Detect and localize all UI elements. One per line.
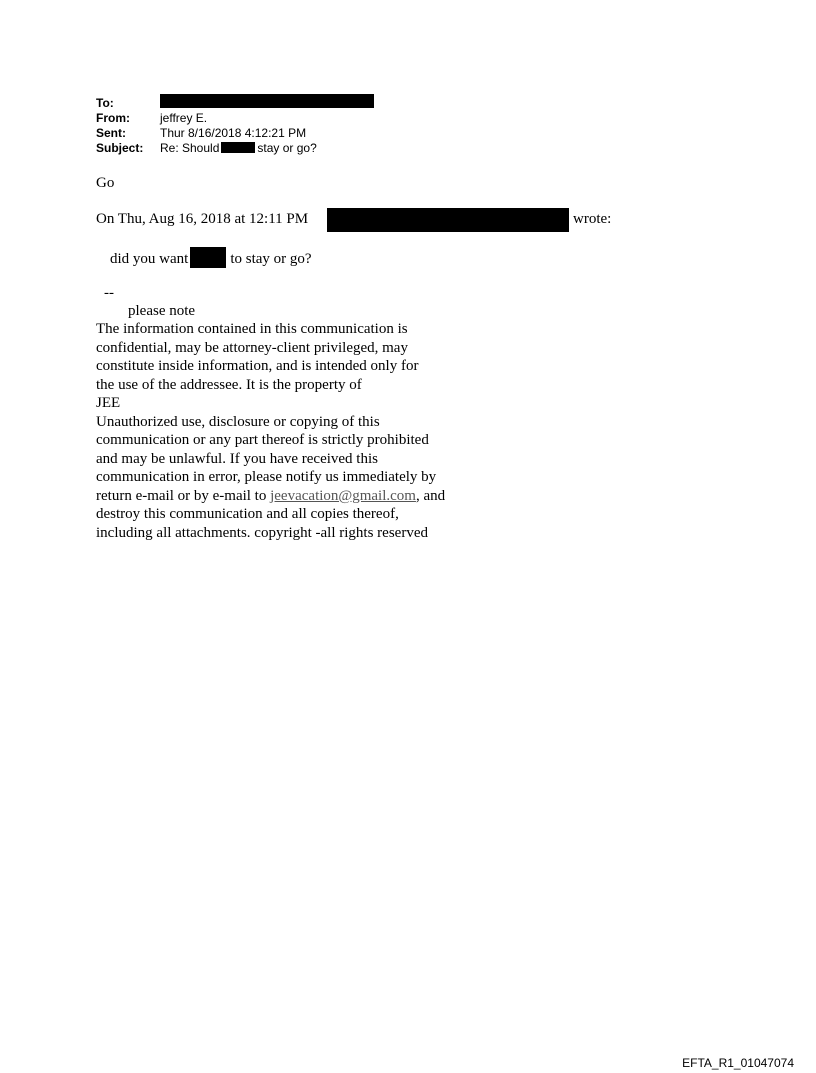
- disclaimer-line: the use of the addressee. It is the property of: [96, 376, 362, 393]
- disclaimer-line: constitute inside information, and is intended only for: [96, 358, 419, 374]
- disclaimer-email-line: [96, 487, 476, 506]
- subject-prefix: Re: Should: [160, 141, 220, 155]
- quote-intro: On Thu, Aug 16, 2018 at 12:11 PM: [96, 211, 309, 227]
- sent-value: Thur 8/16/2018 4:12:21 PM: [160, 126, 307, 140]
- disclaimer-line: confidential, may be attorney-client privileged, may: [96, 339, 408, 356]
- quote-intro-line: [96, 210, 308, 228]
- quoted-question: [110, 247, 312, 268]
- disclaimer-line: JEE: [96, 395, 121, 411]
- please-note: please note: [128, 303, 196, 319]
- email-suffix: , and: [415, 487, 446, 504]
- question-prefix: did you want: [110, 251, 189, 267]
- question-suffix: to stay or go?: [230, 251, 312, 267]
- disclaimer-line: including all attachments. copyright -all rights reserved: [96, 524, 428, 541]
- to-label: To:: [96, 96, 114, 110]
- disclaimer-line: and may be unlawful. If you have received this: [96, 450, 378, 467]
- subject-label: Subject:: [96, 141, 144, 155]
- email-link[interactable]: jeevacation@gmail.com: [270, 487, 416, 504]
- quote-wrote: wrote:: [573, 211, 612, 227]
- disclaimer-line: communication or any part thereof is strictly prohibited: [96, 432, 429, 448]
- disclaimer-line: Unauthorized use, disclosure or copying of this: [96, 413, 380, 430]
- disclaimer: [96, 320, 476, 542]
- sent-label: Sent:: [96, 126, 126, 140]
- redaction-box: [327, 208, 569, 232]
- email-prefix: return e-mail or by e-mail to: [96, 487, 267, 504]
- disclaimer-line: The information contained in this communication is: [96, 321, 408, 337]
- disclaimer-line: destroy this communication and all copies thereof,: [96, 506, 399, 522]
- from-label: From:: [96, 111, 130, 125]
- redaction-box: [190, 247, 226, 268]
- subject-suffix: stay or go?: [257, 141, 317, 155]
- disclaimer-line: communication in error, please notify us immediately by: [96, 469, 437, 485]
- reply-text: Go: [96, 175, 115, 191]
- document-id: EFTA_R1_01047074: [682, 1056, 794, 1070]
- from-value: jeffrey E.: [160, 111, 208, 125]
- redaction-box: [160, 94, 374, 108]
- signature-dashes: --: [104, 285, 114, 301]
- redaction-box: [221, 142, 255, 153]
